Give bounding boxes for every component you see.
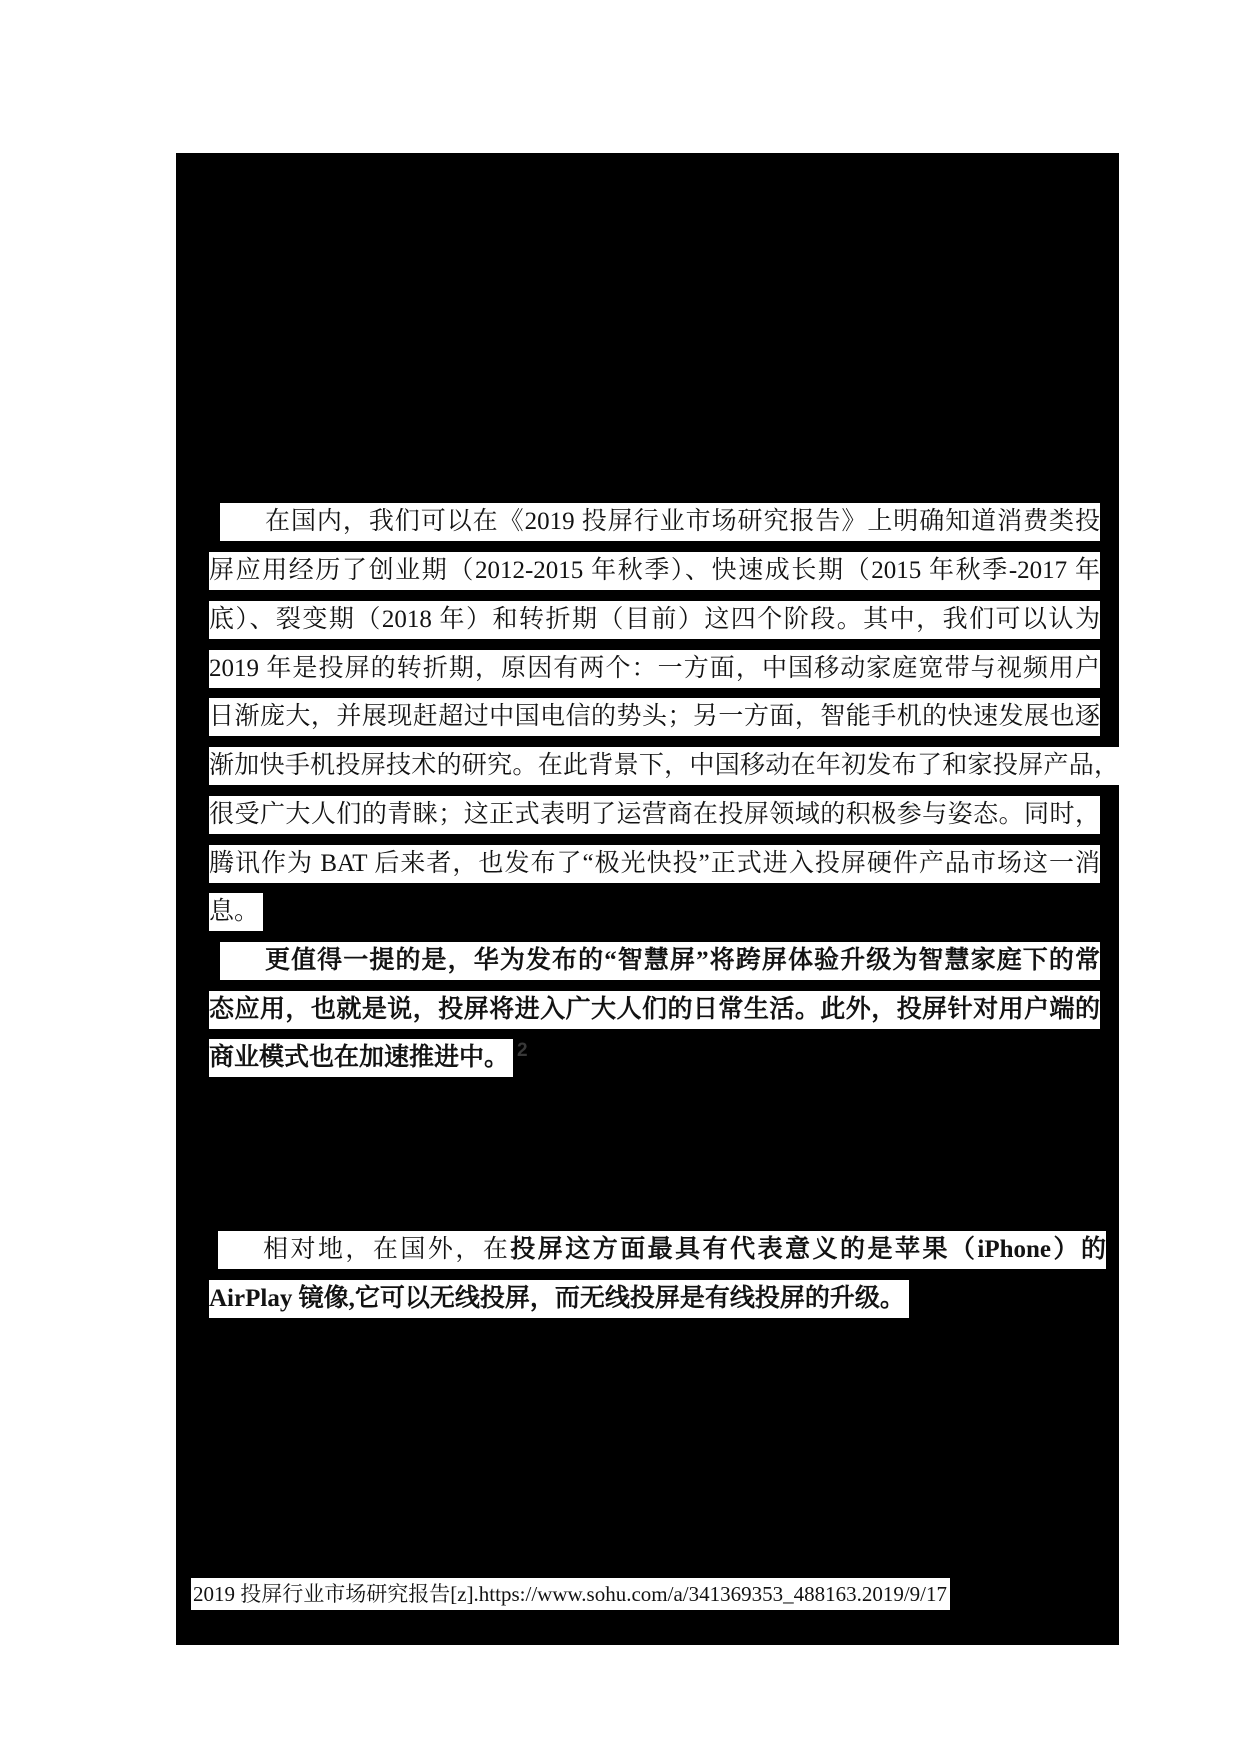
paragraph2-line-3-wrap bbox=[209, 1039, 528, 1077]
paragraph1-line-4: 2019 年是投屏的转折期，原因有两个：一方面，中国移动家庭宽带与视频用户 bbox=[209, 650, 1100, 688]
paragraph2-line-1: 更值得一提的是，华为发布的“智慧屏”将跨屏体验升级为智慧家庭下的常 bbox=[220, 942, 1100, 980]
paragraph1-line-6: 渐加快手机投屏技术的研究。在此背景下，中国移动在年初发布了和家投屏产品， bbox=[209, 747, 1119, 785]
paragraph1-line-3: 底）、裂变期（2018 年）和转折期（目前）这四个阶段。其中，我们可以认为 bbox=[209, 601, 1100, 639]
paragraph2-line-3: 商业模式也在加速推进中。 bbox=[209, 1039, 513, 1077]
footnote-citation: 2019 投屏行业市场研究报告[z].https://www.sohu.com/a/341369353_488163.2019/9/17 bbox=[191, 1578, 950, 1610]
paragraph3-line-2: AirPlay 镜像,它可以无线投屏，而无线投屏是有线投屏的升级。 bbox=[209, 1280, 909, 1318]
paragraph3-line-1 bbox=[218, 1231, 1106, 1269]
paragraph1-line-8: 腾讯作为 BAT 后来者，也发布了“极光快投”正式进入投屏硬件产品市场这一消 bbox=[209, 845, 1100, 883]
black-content-panel bbox=[176, 153, 1119, 1645]
paragraph1-line-5: 日渐庞大，并展现赶超过中国电信的势头；另一方面，智能手机的快速发展也逐 bbox=[209, 698, 1100, 736]
paragraph1-line-7: 很受广大人们的青睐；这正式表明了运营商在投屏领域的积极参与姿态。同时， bbox=[209, 796, 1100, 834]
paragraph1-line-9: 息。 bbox=[209, 893, 263, 931]
paragraph1-line-2: 屏应用经历了创业期（2012-2015 年秋季）、快速成长期（2015 年秋季-2017 年 bbox=[209, 552, 1100, 590]
paragraph3-line-1-bold: 投屏这方面最具有代表意义的是苹果（iPhone）的 bbox=[510, 1236, 1106, 1263]
paragraph3-line-1-regular: 相对地，在国外，在 bbox=[263, 1236, 511, 1263]
footnote-ref-2: 2 bbox=[517, 1040, 528, 1061]
paragraph1-line-1: 在国内，我们可以在《2019 投屏行业市场研究报告》上明确知道消费类投 bbox=[220, 503, 1100, 541]
paragraph2-line-2: 态应用，也就是说，投屏将进入广大人们的日常生活。此外，投屏针对用户端的 bbox=[209, 991, 1100, 1029]
